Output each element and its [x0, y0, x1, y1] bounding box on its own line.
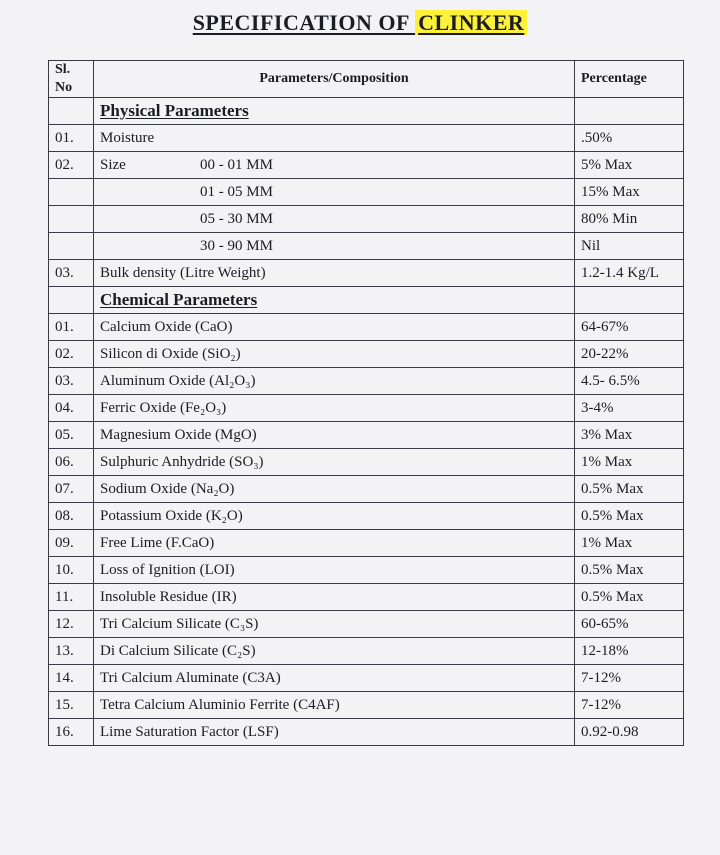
row-sl: 05.: [49, 422, 94, 449]
table-row: [49, 395, 684, 422]
row-value: 12-18%: [575, 638, 684, 665]
row-value: 7-12%: [575, 665, 684, 692]
physical-heading: Physical Parameters: [100, 101, 249, 120]
row-sl: 13.: [49, 638, 94, 665]
row-parameter: [94, 206, 575, 233]
row-parameter: Lime Saturation Factor (LSF): [94, 719, 575, 746]
section-value-cell: [575, 98, 684, 125]
row-value: 80% Min: [575, 206, 684, 233]
row-parameter: Ferric Oxide (Fe₂O₃): [94, 395, 575, 422]
table-row: [49, 719, 684, 746]
row-value: 4.5- 6.5%: [575, 368, 684, 395]
row-value: 0.5% Max: [575, 503, 684, 530]
row-parameter: Tri Calcium Aluminate (C3A): [94, 665, 575, 692]
row-value: 64-67%: [575, 314, 684, 341]
row-sl: 08.: [49, 503, 94, 530]
table-row: [49, 638, 684, 665]
table-row: [49, 530, 684, 557]
table-row: [49, 125, 684, 152]
section-heading-row: [49, 287, 684, 314]
row-sl: [49, 179, 94, 206]
row-sl: 02.: [49, 341, 94, 368]
header-percentage: Percentage: [575, 61, 684, 98]
row-sl: [49, 206, 94, 233]
title-highlight: CLINKER: [415, 10, 527, 35]
row-value: 0.5% Max: [575, 584, 684, 611]
size-range: 05 - 30 MM: [200, 210, 273, 227]
row-value: 20-22%: [575, 341, 684, 368]
table-row: [49, 692, 684, 719]
row-sl: 11.: [49, 584, 94, 611]
table-row: [49, 422, 684, 449]
row-parameter: Magnesium Oxide (MgO): [94, 422, 575, 449]
section-heading-cell: [94, 287, 575, 314]
section-heading-cell: [94, 98, 575, 125]
table-header-row: [49, 61, 684, 98]
row-parameter: Loss of Ignition (LOI): [94, 557, 575, 584]
title-prefix: SPECIFICATION OF: [192, 10, 416, 35]
chemical-heading: Chemical Parameters: [100, 290, 258, 309]
row-sl: 14.: [49, 665, 94, 692]
row-value: Nil: [575, 233, 684, 260]
row-parameter: Sulphuric Anhydride (SO₃): [94, 449, 575, 476]
row-sl: 01.: [49, 125, 94, 152]
row-value: 1.2-1.4 Kg/L: [575, 260, 684, 287]
table-row: [49, 557, 684, 584]
row-value: 7-12%: [575, 692, 684, 719]
row-parameter: Insoluble Residue (IR): [94, 584, 575, 611]
table-row: [49, 179, 684, 206]
row-parameter: [94, 179, 575, 206]
row-value: 0.92-0.98: [575, 719, 684, 746]
row-parameter: [94, 152, 575, 179]
section-sl-cell: [49, 287, 94, 314]
row-value: 0.5% Max: [575, 476, 684, 503]
row-value: 5% Max: [575, 152, 684, 179]
row-sl: 07.: [49, 476, 94, 503]
size-range: 00 - 01 MM: [200, 156, 273, 173]
table-row: [49, 503, 684, 530]
row-value: 3% Max: [575, 422, 684, 449]
table-row: [49, 206, 684, 233]
table-row: [49, 368, 684, 395]
table-row: [49, 260, 684, 287]
row-value: .50%: [575, 125, 684, 152]
row-sl: 03.: [49, 368, 94, 395]
row-sl: 10.: [49, 557, 94, 584]
table-row: [49, 476, 684, 503]
row-parameter: Di Calcium Silicate (C₂S): [94, 638, 575, 665]
document-title: [0, 10, 720, 36]
size-range: 01 - 05 MM: [200, 183, 273, 200]
row-parameter: Tetra Calcium Aluminio Ferrite (C4AF): [94, 692, 575, 719]
section-value-cell: [575, 287, 684, 314]
table-row: [49, 152, 684, 179]
row-parameter: Tri Calcium Silicate (C₃S): [94, 611, 575, 638]
section-heading-row: [49, 98, 684, 125]
table-row: [49, 584, 684, 611]
size-label: Size: [100, 156, 126, 173]
header-parameters: Parameters/Composition: [94, 61, 575, 98]
row-value: 1% Max: [575, 449, 684, 476]
row-value: 15% Max: [575, 179, 684, 206]
size-range: 30 - 90 MM: [200, 237, 273, 254]
header-sl-no: [49, 61, 94, 98]
row-value: 0.5% Max: [575, 557, 684, 584]
row-sl: 04.: [49, 395, 94, 422]
header-sl-line1: Sl.: [55, 62, 71, 77]
row-parameter: Silicon di Oxide (SiO₂): [94, 341, 575, 368]
section-sl-cell: [49, 98, 94, 125]
row-sl: [49, 233, 94, 260]
row-sl: 02.: [49, 152, 94, 179]
row-sl: 16.: [49, 719, 94, 746]
row-parameter: Potassium Oxide (K₂O): [94, 503, 575, 530]
row-parameter: Free Lime (F.CaO): [94, 530, 575, 557]
row-sl: 15.: [49, 692, 94, 719]
table-row: [49, 449, 684, 476]
table-row: [49, 314, 684, 341]
row-value: 3-4%: [575, 395, 684, 422]
row-sl: 01.: [49, 314, 94, 341]
row-value: 1% Max: [575, 530, 684, 557]
row-parameter: Aluminum Oxide (Al₂O₃): [94, 368, 575, 395]
row-sl: 12.: [49, 611, 94, 638]
table-row: [49, 233, 684, 260]
row-value: 60-65%: [575, 611, 684, 638]
row-parameter: [94, 233, 575, 260]
row-parameter: Sodium Oxide (Na₂O): [94, 476, 575, 503]
specification-table: [48, 60, 684, 746]
row-parameter: Moisture: [94, 125, 575, 152]
row-sl: 03.: [49, 260, 94, 287]
table-row: [49, 341, 684, 368]
row-sl: 06.: [49, 449, 94, 476]
table-row: [49, 665, 684, 692]
row-parameter: Calcium Oxide (CaO): [94, 314, 575, 341]
header-sl-line2: No: [55, 80, 73, 95]
row-parameter: Bulk density (Litre Weight): [94, 260, 575, 287]
table-row: [49, 611, 684, 638]
row-sl: 09.: [49, 530, 94, 557]
